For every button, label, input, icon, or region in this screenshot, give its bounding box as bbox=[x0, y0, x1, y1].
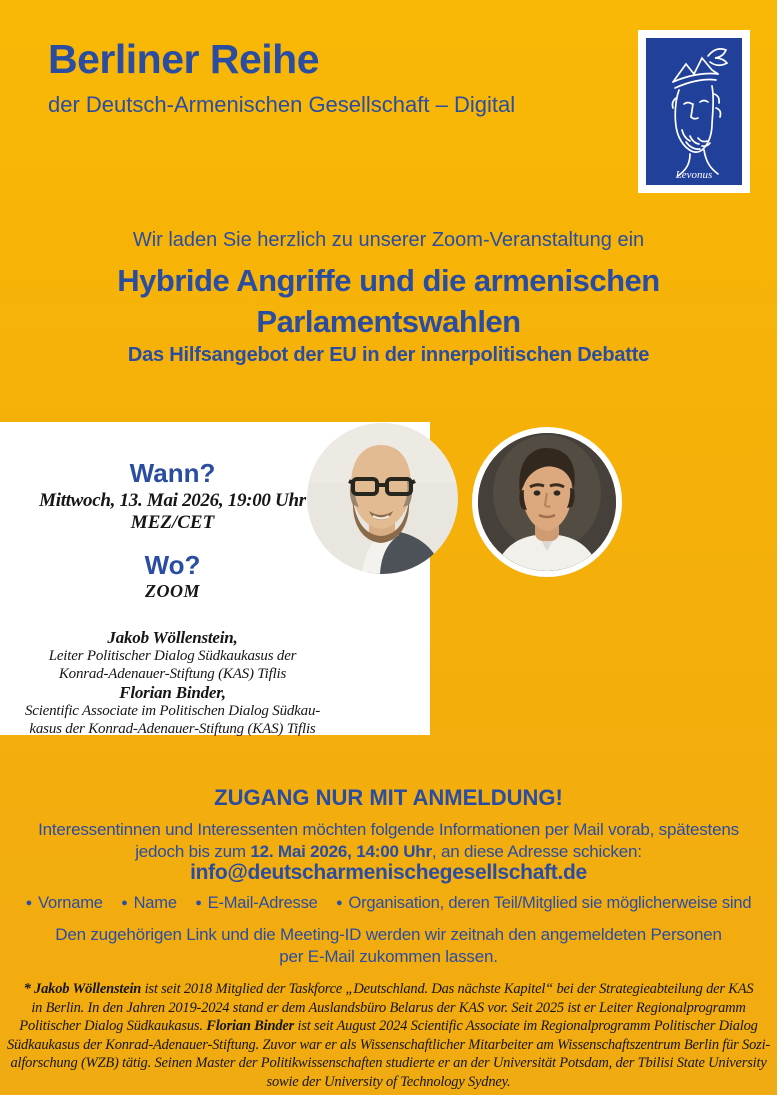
bullet-icon: ● bbox=[25, 897, 33, 909]
bullet-icon: ● bbox=[195, 897, 202, 909]
bullet-icon: ● bbox=[336, 897, 343, 909]
event-subtitle: Das Hilfsangebot der EU in der innerpolitischen Debatte bbox=[127, 344, 650, 366]
registration-deadline: 12. Mai 2026, 14:00 Uhr bbox=[250, 841, 432, 861]
portrait-florian-binder bbox=[472, 427, 622, 577]
when-heading: Wann? bbox=[129, 458, 216, 488]
invitation-line: Wir laden Sie herzlich zu unserer Zoom-Veranstaltung ein bbox=[132, 229, 645, 251]
speaker-name-jakob: Jakob Wöllenstein, bbox=[107, 628, 238, 647]
speaker-role-jakob: Leiter Politischer Dialog Südkaukasus der Konrad-Adenauer-Stiftung (KAS) Tiflis bbox=[48, 648, 297, 682]
where-platform: ZOOM bbox=[145, 581, 200, 601]
link-delivery-notice: Den zugehörigen Link und die Meeting-ID werden wir zeitnah den angemeldeten Personen per E-Mail zukommen lassen. bbox=[55, 925, 722, 966]
event-title bbox=[0, 260, 777, 342]
registration-headline: ZUGANG NUR MIT ANMELDUNG! bbox=[214, 785, 563, 810]
series-subtitle: der Deutsch-Armenischen Gesellschaft – Digital bbox=[48, 92, 516, 117]
event-title-line1: Hybride Angriffe und die armenischen bbox=[117, 263, 660, 298]
series-title: Berliner Reihe bbox=[48, 36, 319, 82]
registration-email[interactable]: info@deutscharmenischegesellschaft.de bbox=[190, 861, 587, 884]
event-title-line2: Parlamentswahlen bbox=[256, 304, 521, 339]
registration-instructions: Interessentinnen und Interessenten möchten folgende Informationen per Mail vorab, spätestens jedoch bis zum 12. Mai 2026, 14:00 Uhr, an diese Adresse schicken: bbox=[38, 820, 739, 861]
event-details-text bbox=[0, 422, 345, 738]
dag-logo bbox=[638, 30, 750, 193]
list-item: ● Organisation, deren Teil/Mitglied sie möglicherweise sind bbox=[336, 894, 752, 912]
list-item: ● Vorname bbox=[25, 894, 103, 912]
speaker-name-florian: Florian Binder, bbox=[119, 683, 226, 702]
when-datetime: Mittwoch, 13. Mai 2026, 19:00 Uhr bbox=[39, 490, 306, 511]
list-item: ● Name bbox=[121, 894, 177, 912]
list-item: ● E-Mail-Adresse bbox=[195, 894, 318, 912]
bullet-icon: ● bbox=[121, 897, 128, 909]
when-timezone: MEZ/CET bbox=[130, 512, 215, 533]
speakers-footnote: * Jakob Wöllenstein ist seit 2018 Mitglied der Taskforce „Deutschland. Das nächste Kapitel“ bei der Strategieabteilung der KAS in Berlin. In den Jahren 2019-2024 stand er dem Auslandsbüro Belarus der KAS vor. Seit 2025 ist er Leiter Regionalprogramm Politischer Dialog Südkaukasus. Florian Binder ist seit August 2024 Scientific Associate im Regionalprogramm Politischer Dialog Südkaukasus der Konrad-Adenauer-Stiftung. Zuvor war er als Wissenschaftlicher Mitarbeiter am Wissenschaftszentrum Berlin für Sozi- alforschung (WZB) tätig. Seinen Master der Politikwissenschaften studierte er an der Universität Potsdam, der Tbilisi State University sowie der University of Technology Sydney. bbox=[6, 981, 771, 1090]
portrait-jakob-woellenstein bbox=[307, 423, 458, 574]
speaker-role-florian: Scientific Associate im Politischen Dialog Südkau- kasus der Konrad-Adenauer-Stiftung (KAS) Tiflis bbox=[24, 703, 321, 737]
logo-caption: Levonus bbox=[675, 169, 713, 181]
required-info-list bbox=[0, 894, 777, 913]
speakers-block bbox=[0, 628, 345, 738]
where-heading: Wo? bbox=[144, 550, 201, 580]
levon-head-icon bbox=[646, 38, 742, 185]
